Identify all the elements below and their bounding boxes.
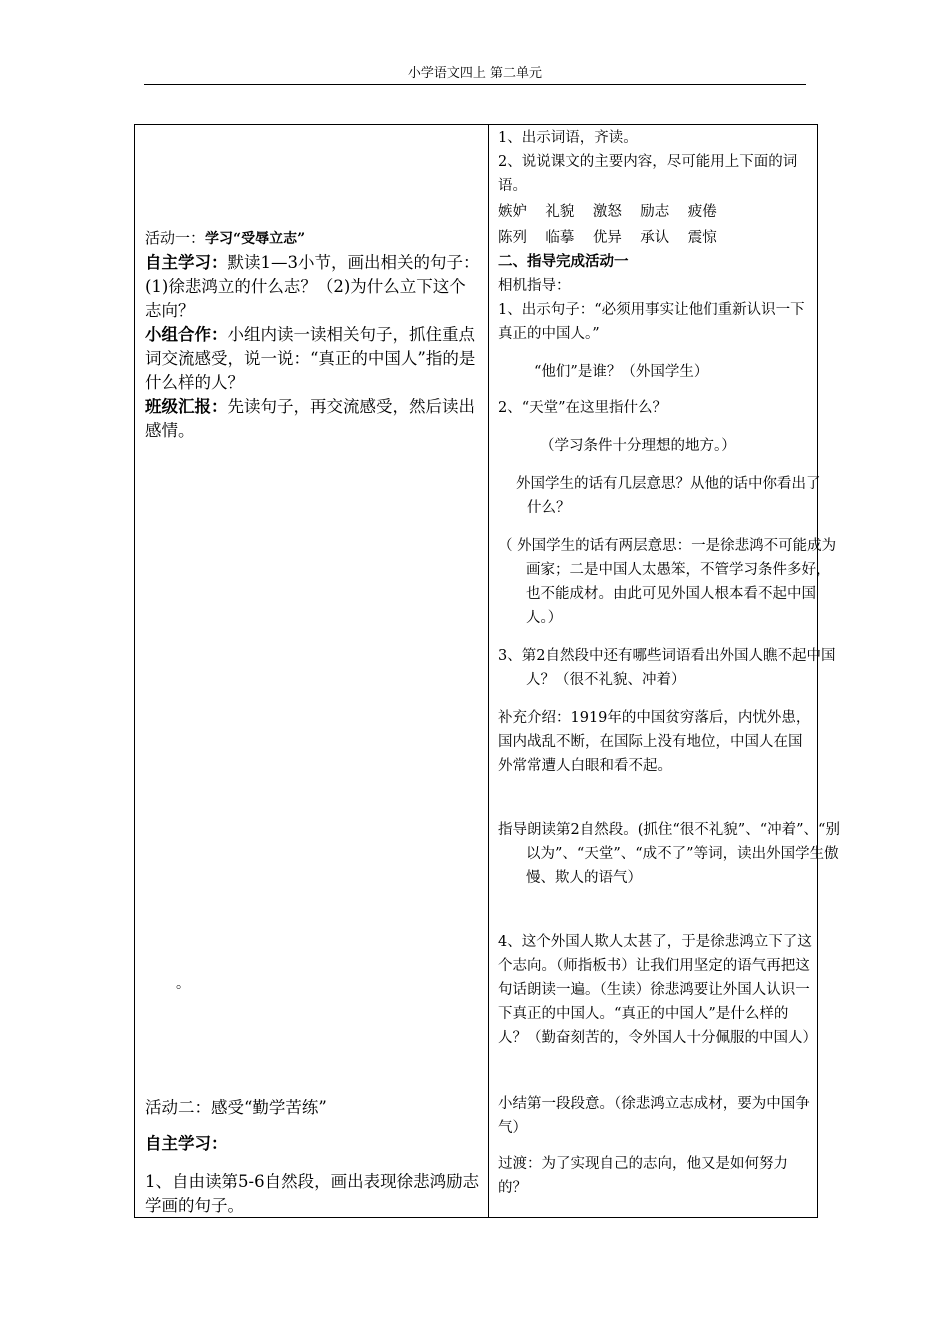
question-1: 1、出示句子：“必须用事实让他们重新认识一下真正的中国人。” bbox=[498, 302, 805, 342]
activity1-title: 学习“受辱立志” bbox=[205, 231, 306, 247]
question-2-follow-up: 外国学生的话有几层意思？从他的话中你看出了什么？ bbox=[516, 476, 821, 516]
self-study-label: 自主学习： bbox=[145, 253, 228, 272]
word-list-row1: 嫉妒 礼貌 激怒 励志 疲倦 bbox=[498, 204, 717, 220]
self-study bbox=[145, 251, 481, 323]
stray-period: 。 bbox=[176, 976, 190, 992]
question-2-explanation: （ 外国学生的话有两层意思：一是徐悲鸿不可能成为画家；二是中国人太愚笨，不管学习条件多好，也不能成材。由此可见外国人根本看不起中国人。） bbox=[498, 538, 837, 626]
question-1-answer: “他们”是谁？（外国学生） bbox=[534, 364, 709, 380]
header-rule bbox=[144, 84, 806, 85]
activity1-heading: 活动一：学习“受辱立志” bbox=[145, 229, 306, 247]
group-work-label: 小组合作： bbox=[145, 325, 228, 344]
column-divider bbox=[488, 124, 489, 1218]
activity2-item1: 1、自由读第5-6自然段，画出表现徐悲鸿励志学画的句子。 bbox=[145, 1172, 480, 1215]
transition-note: 过渡：为了实现自己的志向，他又是如何努力的？ bbox=[498, 1156, 788, 1196]
paragraph-summary: 小结第一段段意。（徐悲鸿立志成材，要为中国争气） bbox=[498, 1096, 810, 1136]
activity2-title: 活动二：感受“勤学苦练” bbox=[145, 1098, 327, 1117]
question-2-answer: （学习条件十分理想的地方。） bbox=[540, 438, 736, 454]
section-heading-2: 二、指导完成活动一 bbox=[498, 253, 629, 270]
question-2: 2、“天堂”在这里指什么？ bbox=[498, 400, 668, 416]
reading-guide: 指导朗读第2自然段。(抓住“很不礼貌”、“冲着”、“别以为”、“天堂”、“成不了”等词，读出外国学生傲慢、欺人的语气） bbox=[498, 822, 840, 886]
page-header: 小学语文四上 第二单元 bbox=[407, 66, 543, 81]
self-study-text: 默读1—3小节，画出相关的句子：(1)徐悲鸿立的什么志？（2)为什么立下这个志向？ bbox=[145, 253, 480, 320]
activity1-block bbox=[145, 226, 481, 443]
activity2-self-label: 自主学习： bbox=[145, 1134, 228, 1153]
group-work-text: 小组内读一读相关句子，抓住重点词交流感受，说一说：“真正的中国人”指的是什么样的人？ bbox=[145, 325, 476, 392]
class-report-label: 班级汇报： bbox=[145, 397, 228, 416]
step-main-content: 2、说说课文的主要内容，尽可能用上下面的词语。 bbox=[498, 154, 798, 194]
class-report bbox=[145, 395, 481, 443]
guide-label: 相机指导： bbox=[498, 278, 571, 294]
word-list-row2: 陈列 临摹 优异 承认 震惊 bbox=[498, 230, 717, 246]
class-report-text: 先读句子，再交流感受，然后读出感情。 bbox=[145, 397, 475, 440]
question-3: 3、第2自然段中还有哪些词语看出外国人瞧不起中国人？（很不礼貌、冲着） bbox=[498, 648, 836, 688]
question-4: 4、这个外国人欺人太甚了，于是徐悲鸿立下了这个志向。（师指板书）让我们用坚定的语气再把这句话朗读一遍。（生读）徐悲鸿要让外国人认识一下真正的中国人。“真正的中国人”是什么样的人？（勤奋刻苦的，令外国人十分佩服的中国人） bbox=[498, 934, 817, 1046]
background-note: 补充介绍：1919年的中国贫穷落后，内忧外患，国内战乱不断，在国际上没有地位，中国人在国外常常遭人白眼和看不起。 bbox=[498, 710, 811, 774]
group-work bbox=[145, 323, 481, 395]
step-show-words: 1、出示词语，齐读。 bbox=[498, 130, 638, 146]
